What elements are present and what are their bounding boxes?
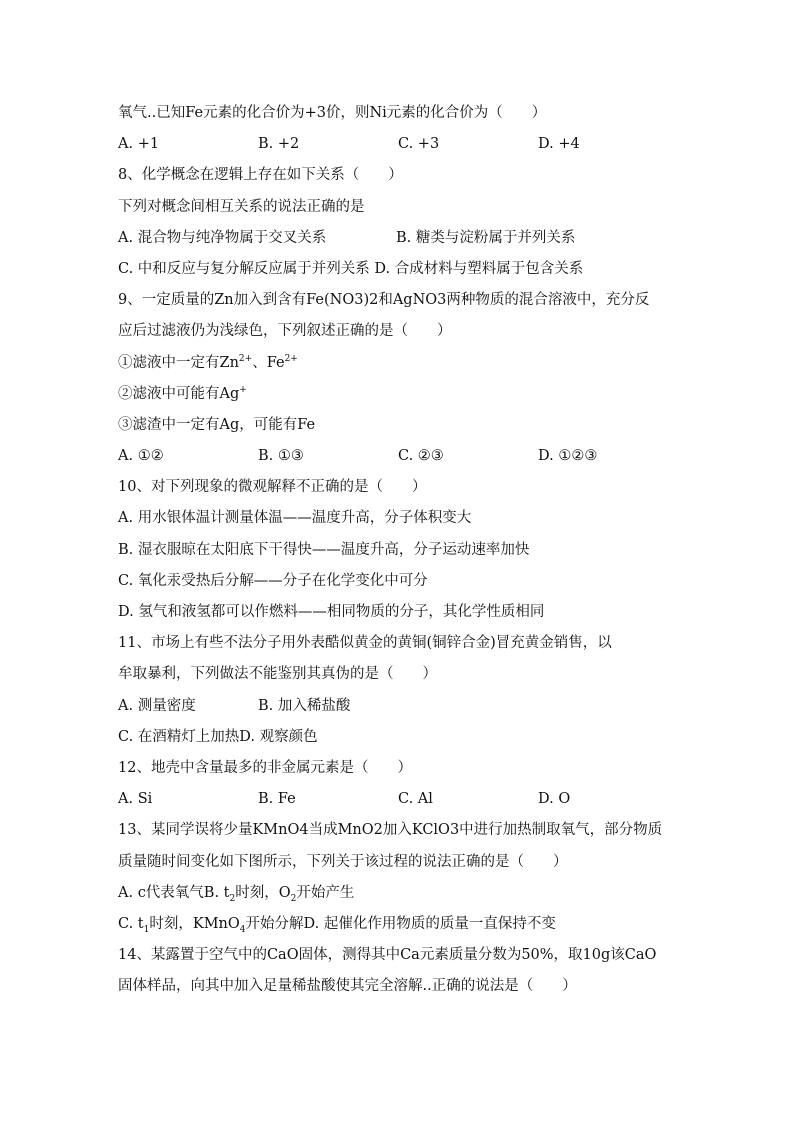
- q10-stem: 10、对下列现象的微观解释不正确的是（ ）: [118, 479, 427, 496]
- q9-statement-1: ①滤液中一定有$Zn^{2+}$、$Fe^{2+}$: [118, 353, 298, 371]
- q12-options: [118, 784, 678, 815]
- q8-option-b: B. 糖类与淀粉属于并列关系: [396, 229, 576, 246]
- q9-statement-2: ②滤液中可能有Ag+: [118, 384, 247, 402]
- q7-option-d: D. +4: [538, 136, 580, 153]
- q13-options-ab: A. c代表氧气B. $t_2$时刻，$O_2$开始产生: [118, 884, 355, 904]
- q10-option-c: C. 氧化汞受热后分解——分子在化学变化中可分: [118, 572, 428, 589]
- q10-option-d: D. 氢气和液氢都可以作燃料——相同物质的分子，其化学性质相同: [118, 604, 545, 620]
- q11-options-cd: C. 在酒精灯上加热D. 观察颜色: [118, 728, 318, 745]
- q9-option-c: C. ②③: [398, 448, 444, 465]
- q9-option-b: B. ①③: [258, 448, 304, 465]
- q11-options-ab: [118, 691, 678, 722]
- q13-stem-1: 13、某同学误将少量KMnO4当成MnO2加入KClO3中进行加热制取氧气，部分物质: [118, 822, 663, 839]
- q9-stem-1: 9、一定质量的Zn加入到含有Fe(NO3)2和AgNO3两种物质的混合溶液中，充分反: [118, 292, 650, 309]
- q11-stem-2: 牟取暴利，下列做法不能鉴别其真伪的是（ ）: [118, 666, 437, 683]
- q11-stem-1: 11、市场上有些不法分子用外表酷似黄金的黄铜(铜锌合金)冒充黄金销售，以: [118, 635, 612, 652]
- q7-option-a: A. +1: [118, 136, 160, 153]
- q7-options: [118, 129, 678, 160]
- q12-option-d: D. O: [538, 791, 571, 808]
- q8-option-d: D. 合成材料与塑料属于包含关系: [374, 260, 584, 277]
- q12-stem: 12、地壳中含量最多的非金属元素是（ ）: [118, 759, 412, 776]
- q8-prompt: 下列对概念间相互关系的说法正确的是: [118, 198, 365, 215]
- q9-option-a: A. ①②: [118, 448, 164, 465]
- q10-option-b: B. 湿衣服晾在太阳底下干得快——温度升高，分子运动速率加快: [118, 541, 530, 558]
- q7-option-b: B. +2: [258, 136, 300, 153]
- q14-stem-1: 14、某露置于空气中的CaO固体，测得其中Ca元素质量分数为50%，取10g该CaO: [118, 947, 657, 964]
- q8-option-a: A. 混合物与纯净物属于交叉关系: [118, 229, 327, 246]
- exam-page: [118, 98, 678, 1002]
- q10-option-a: A. 用水银体温计测量体温——温度升高，分子体积变大: [118, 510, 472, 527]
- q12-option-a: A. Si: [118, 791, 153, 808]
- q13-stem-2: 质量随时间变化如下图所示，下列关于该过程的说法正确的是（ ）: [118, 853, 568, 870]
- q7-option-c: C. +3: [398, 136, 440, 153]
- q8-stem: 8、化学概念在逻辑上存在如下关系（ ）: [118, 167, 403, 184]
- q9-option-d: D. ①②③: [538, 448, 598, 465]
- q9-stem-2: 应后过滤液仍为浅绿色，下列叙述正确的是（ ）: [118, 323, 452, 340]
- q11-option-a: A. 测量密度: [118, 697, 196, 714]
- q8-options-cd: [118, 254, 678, 285]
- q7-stem: 氧气..已知Fe元素的化合价为+3价，则Ni元素的化合价为（ ）: [118, 105, 547, 121]
- q11-option-b: B. 加入稀盐酸: [258, 697, 351, 714]
- q12-option-c: C. Al: [398, 791, 433, 808]
- q9-statement-3: ③滤渣中一定有Ag，可能有Fe: [118, 416, 316, 433]
- q9-options: [118, 441, 678, 472]
- q8-option-c: C. 中和反应与复分解反应属于并列关系: [118, 260, 370, 277]
- q12-option-b: B. Fe: [258, 791, 296, 808]
- q8-options-ab: [118, 223, 678, 254]
- q13-options-cd: C. $t_1$时刻，KMnO$_4$开始分解D. 起催化作用物质的质量一直保持不变: [118, 915, 556, 935]
- q14-stem-2: 固体样品，向其中加入足量稀盐酸使其完全溶解..正确的说法是（ ）: [118, 978, 577, 995]
